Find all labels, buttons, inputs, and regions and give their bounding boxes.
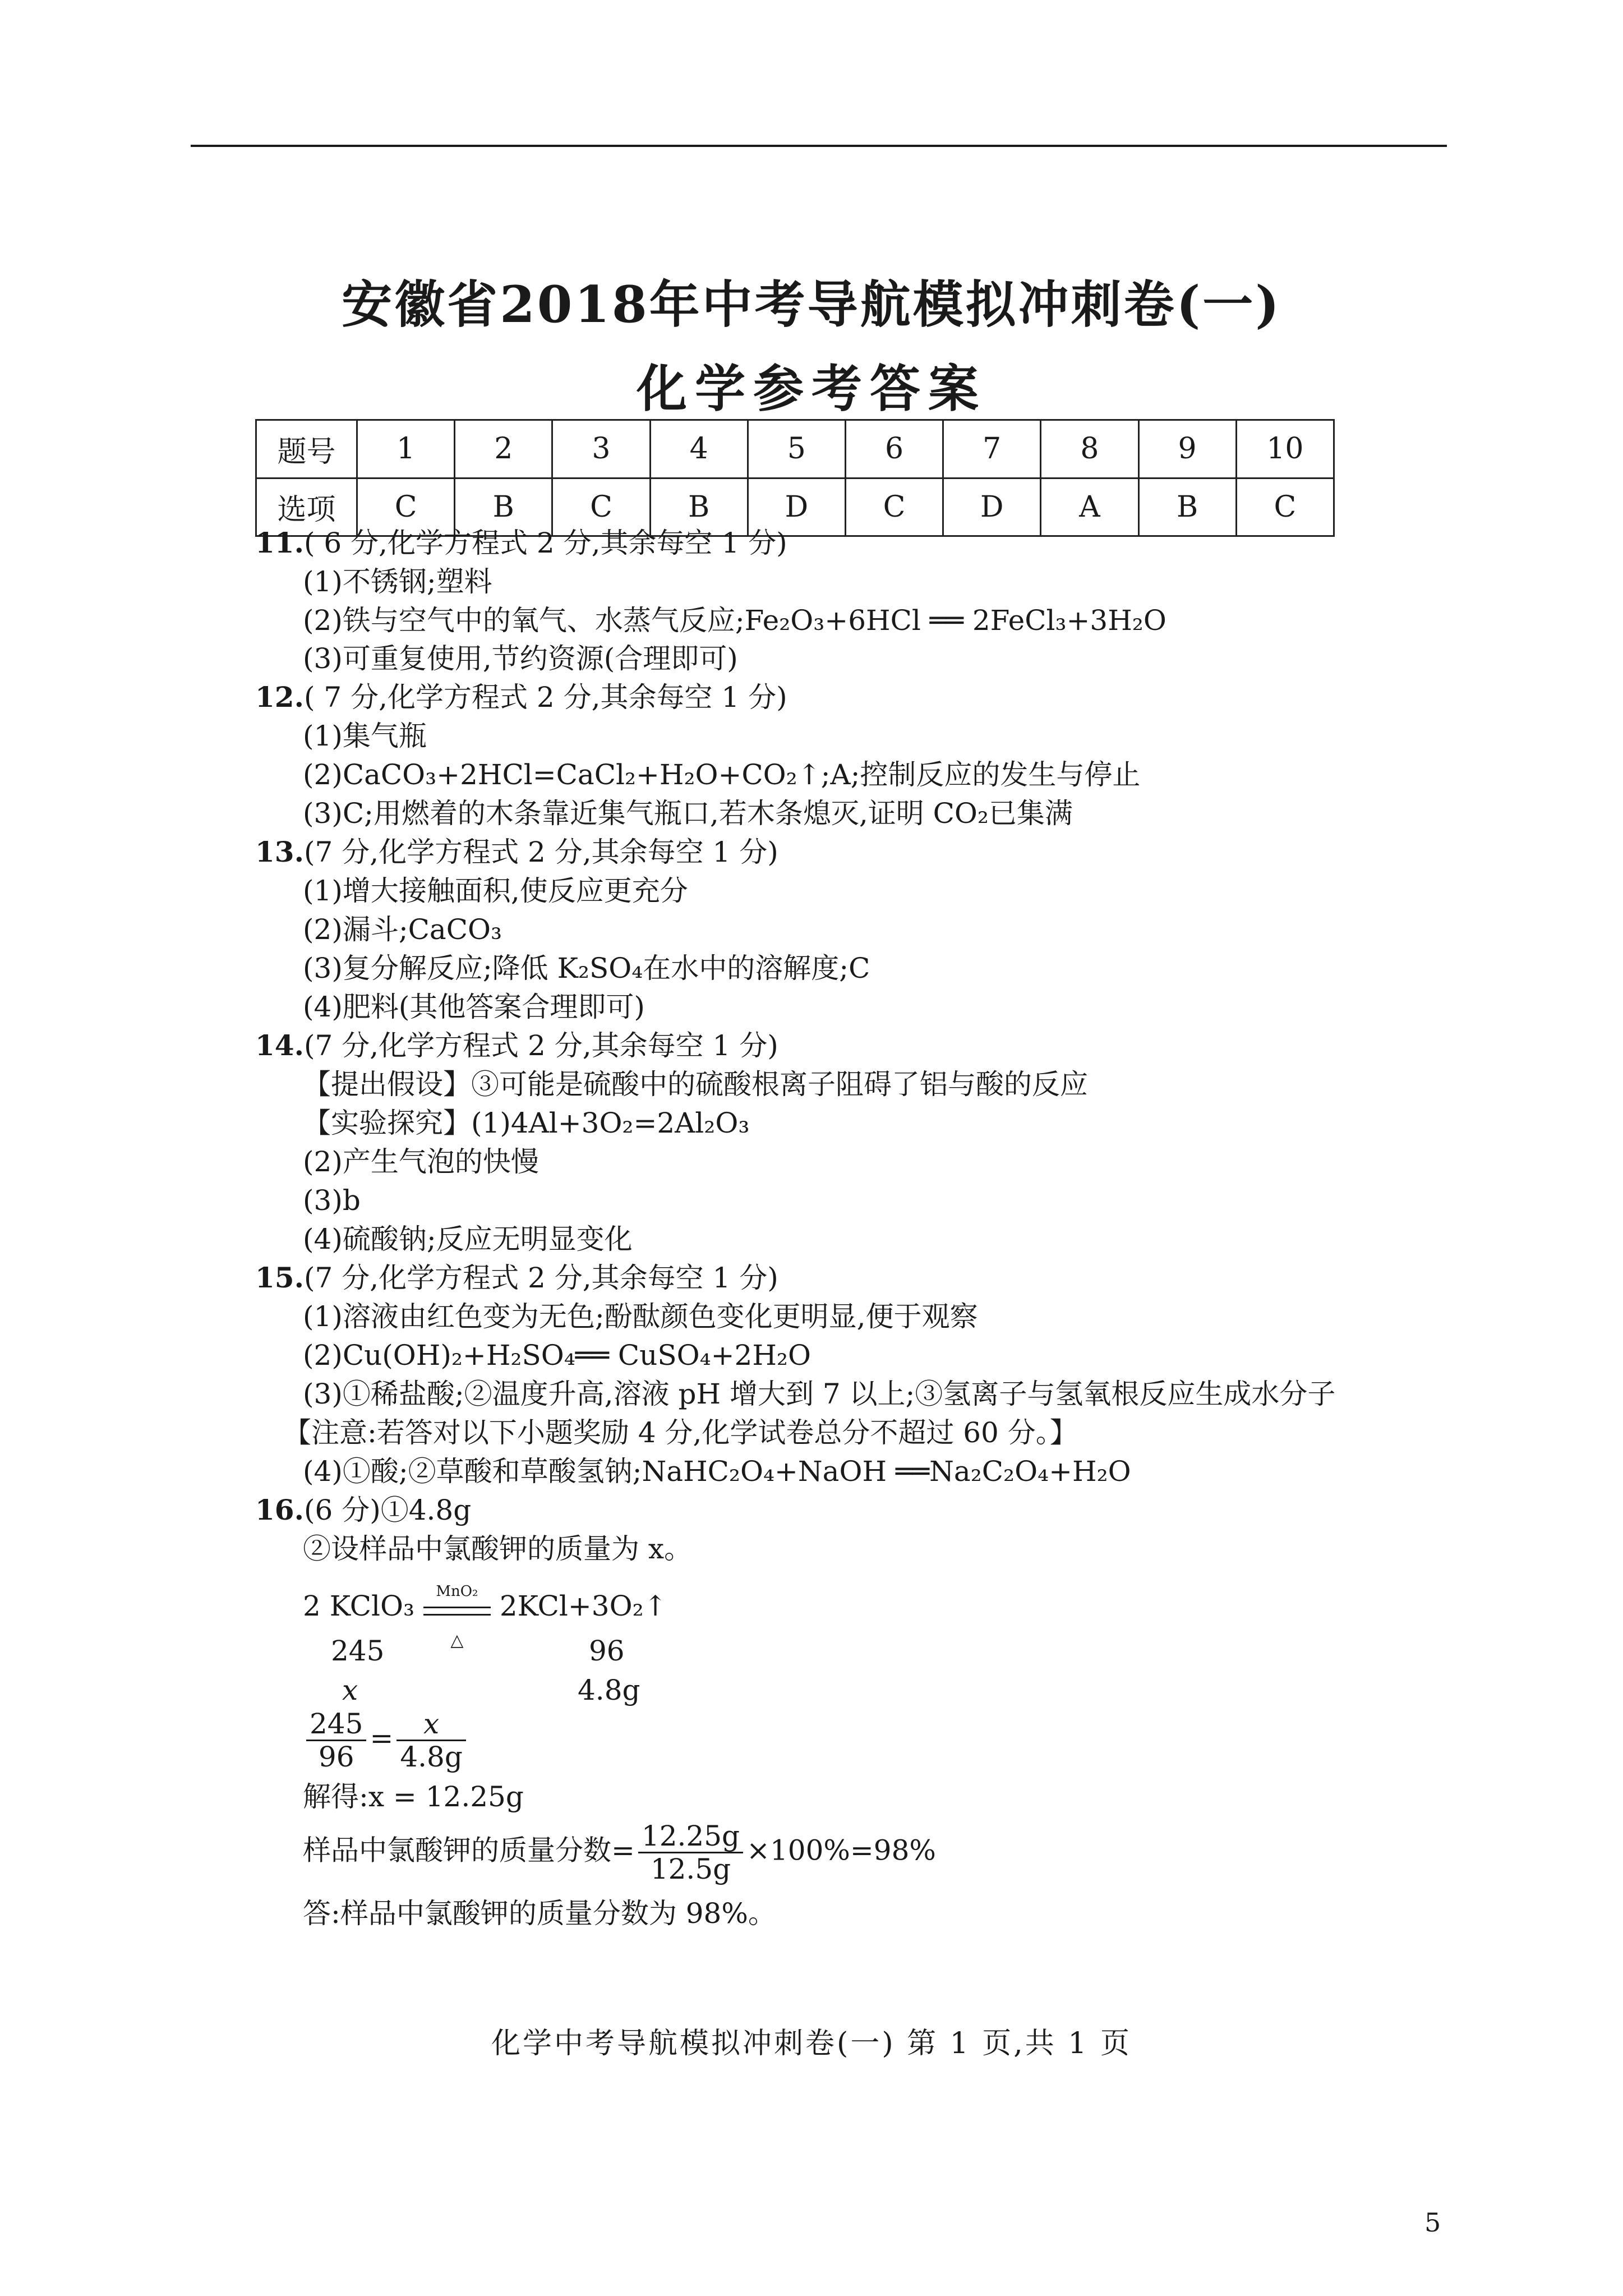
ratio-numerator: 245 (306, 1708, 366, 1741)
q15-answer-3: (3)①稀盐酸;②温度升高,溶液 pH 增大到 7 以上;③氢离子与氢氧根反应生成水分子 (303, 1378, 1336, 1410)
choice-cell: B (1138, 478, 1236, 536)
q13-answer-2: (2)漏斗;CaCO₃ (303, 913, 502, 946)
question-number: 14. (255, 1029, 304, 1062)
q16-answer-1: ②设样品中氯酸钾的质量为 x。 (303, 1533, 693, 1565)
q12-header (255, 679, 787, 716)
q15-header (255, 1259, 778, 1296)
q13-header (255, 834, 778, 871)
q14-answer-5: (4)硫酸钠;反应无明显变化 (303, 1223, 633, 1255)
answer-table-number-row (256, 420, 1334, 478)
ratio-denominator: 96 (318, 1741, 354, 1773)
page-number: 5 (1424, 2207, 1441, 2238)
table-header-cell: 选项 (256, 478, 357, 536)
score-note: ( 7 分,化学方程式 2 分,其余每空 1 分) (304, 681, 787, 714)
question-number-cell: 8 (1041, 420, 1138, 478)
header-rule (191, 145, 1447, 147)
q14-answer-1: 【提出假设】③可能是硫酸中的硫酸根离子阻碍了铝与酸的反应 (303, 1068, 1088, 1101)
table-header-cell: 题号 (256, 420, 357, 478)
page-subtitle: 化学参考答案 (637, 359, 986, 418)
molar-mass-2: 96 (589, 1635, 625, 1667)
answer-table (255, 419, 1335, 537)
q13-answer-4: (4)肥料(其他答案合理即可) (303, 991, 645, 1023)
q12-answer-3: (3)C;用燃着的木条靠近集气瓶口,若木条熄灭,证明 CO₂已集满 (303, 797, 1073, 830)
q15-answer-1: (1)溶液由红色变为无色;酚酞颜色变化更明显,便于观察 (303, 1300, 978, 1333)
q12-answer-1: (1)集气瓶 (303, 720, 427, 752)
mass-fraction-label: 样品中氯酸钾的质量分数= (303, 1834, 635, 1867)
choice-cell: D (748, 478, 845, 536)
catalyst-label: MnO₂ (436, 1583, 478, 1600)
question-number-cell: 5 (748, 420, 845, 478)
molar-mass-1: 245 (331, 1635, 385, 1667)
q13-answer-1: (1)增大接触面积,使反应更充分 (303, 875, 688, 907)
choice-cell: B (455, 478, 552, 536)
q11-answer-2: (2)铁与空气中的氧气、水蒸气反应;Fe₂O₃+6HCl ══ 2FeCl₃+3H₂O (303, 604, 1166, 637)
ratio-numerator: x (396, 1708, 466, 1741)
question-number-cell: 3 (552, 420, 650, 478)
choice-cell: B (650, 478, 748, 536)
q15-answer-2: (2)Cu(OH)₂+H₂SO₄══ CuSO₄+2H₂O (303, 1339, 811, 1372)
q12-answer-2: (2)CaCO₃+2HCl=CaCl₂+H₂O+CO₂↑;A;控制反应的发生与停止 (303, 758, 1141, 791)
page-footer: 化学中考导航模拟冲刺卷(一) 第 1 页,共 1 页 (491, 2027, 1132, 2060)
question-number-cell: 6 (845, 420, 943, 478)
page-title: 安徽省2018年中考导航模拟冲刺卷(一) (342, 275, 1281, 334)
question-number: 11. (255, 526, 304, 559)
heat-symbol: △ (450, 1631, 464, 1650)
q15-bonus-note: 【注意:若答对以下小题奖励 4 分,化学试卷总分不超过 60 分。】 (283, 1416, 1078, 1449)
equation-reactant: 2 KClO₃ (303, 1590, 414, 1622)
ratio-fraction (306, 1708, 366, 1773)
question-number-cell: 1 (357, 420, 455, 478)
mass-fraction (638, 1820, 743, 1885)
ratio-fraction (396, 1708, 466, 1773)
score-note: (7 分,化学方程式 2 分,其余每空 1 分) (304, 836, 778, 868)
q11-answer-3: (3)可重复使用,节约资源(合理即可) (303, 642, 738, 675)
ratio-denominator: 4.8g (400, 1741, 463, 1773)
q11-header (255, 524, 787, 562)
q16-header (255, 1492, 471, 1529)
reaction-arrow (423, 1583, 491, 1650)
mass-fraction-line (303, 1820, 936, 1885)
score-note: ( 6 分,化学方程式 2 分,其余每空 1 分) (304, 527, 787, 559)
q14-answer-4: (3)b (303, 1184, 361, 1217)
question-number-cell: 9 (1138, 420, 1236, 478)
score-note: (7 分,化学方程式 2 分,其余每空 1 分) (304, 1262, 778, 1294)
fraction-numerator: 12.25g (638, 1820, 743, 1853)
q15-answer-4: (4)①酸;②草酸和草酸氢钠;NaHC₂O₄+NaOH ══Na₂C₂O₄+H₂O (303, 1455, 1131, 1488)
question-number-cell: 7 (943, 420, 1041, 478)
choice-cell: D (943, 478, 1041, 536)
question-number: 12. (255, 680, 304, 714)
choice-cell: C (1236, 478, 1334, 536)
question-number-cell: 2 (455, 420, 552, 478)
final-answer: 答:样品中氯酸钾的质量分数为 98%。 (303, 1897, 776, 1930)
q13-answer-3: (3)复分解反应;降低 K₂SO₄在水中的溶解度;C (303, 952, 870, 984)
score-note: (7 分,化学方程式 2 分,其余每空 1 分) (304, 1029, 778, 1062)
q11-answer-1: (1)不锈钢;塑料 (303, 565, 492, 598)
choice-cell: A (1041, 478, 1138, 536)
q14-header (255, 1027, 778, 1064)
equation-product: 2KCl+3O₂↑ (499, 1590, 667, 1622)
q14-answer-2: 【实验探究】(1)4Al+3O₂=2Al₂O₃ (303, 1107, 750, 1139)
question-number: 13. (255, 835, 304, 868)
question-number-cell: 10 (1236, 420, 1334, 478)
choice-cell: C (845, 478, 943, 536)
question-number-cell: 4 (650, 420, 748, 478)
choice-cell: C (552, 478, 650, 536)
solution-line: 解得:x = 12.25g (303, 1780, 524, 1813)
score-note: (6 分)①4.8g (304, 1494, 472, 1526)
question-number: 16. (255, 1493, 304, 1526)
equals-sign: = (370, 1722, 394, 1755)
fraction-denominator: 12.5g (650, 1853, 731, 1885)
known-mass: 4.8g (578, 1674, 640, 1706)
chemical-equation (303, 1583, 667, 1650)
question-number: 15. (255, 1261, 304, 1294)
q14-answer-3: (2)产生气泡的快慢 (303, 1145, 539, 1178)
mass-fraction-result: ×100%=98% (746, 1834, 936, 1867)
unknown-mass: x (342, 1674, 358, 1706)
choice-cell: C (357, 478, 455, 536)
ratio-equation (303, 1708, 469, 1773)
